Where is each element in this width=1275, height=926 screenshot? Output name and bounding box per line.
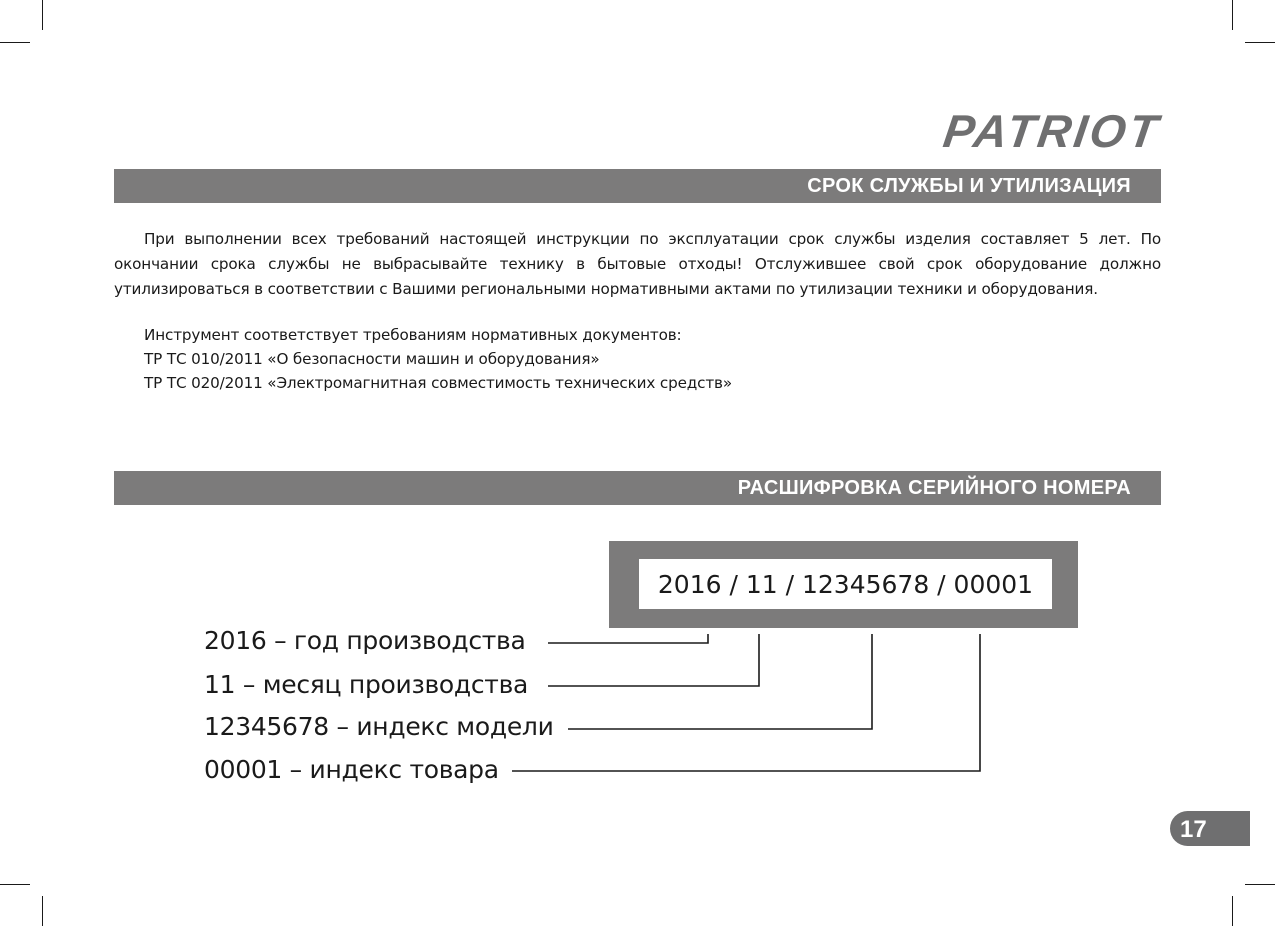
crop-mark [42,0,43,30]
connector-month [548,634,759,686]
crop-mark [1245,42,1275,43]
brand-logo: PATRIOT [940,105,1164,157]
legend-year: 2016 – год производства [204,626,526,655]
page-number: 17 [1170,811,1250,846]
crop-mark [1232,896,1233,926]
legend-model: 12345678 – индекс модели [204,712,554,741]
crop-mark [0,884,30,885]
serial-number-example-frame [609,541,1078,628]
compliance-intro: Инструмент соответствует требованиям нормативных документов: [144,326,682,344]
compliance-item: ТР ТС 020/2011 «Электромагнитная совместимость технических средств» [144,374,732,392]
crop-mark [1245,884,1275,885]
connector-year [548,634,708,643]
section-header-serial-number: РАСШИФРОВКА СЕРИЙНОГО НОМЕРА [114,471,1161,505]
crop-mark [1232,0,1233,30]
crop-mark [42,896,43,926]
section-header-service-life: СРОК СЛУЖБЫ И УТИЛИЗАЦИЯ [114,169,1161,203]
connector-item [512,634,980,771]
serial-number-example: 2016 / 11 / 12345678 / 00001 [639,559,1052,609]
crop-mark [0,42,30,43]
legend-month: 11 – месяц производства [204,670,529,699]
connector-model [568,634,872,729]
compliance-item: ТР ТС 010/2011 «О безопасности машин и оборудования» [144,350,600,368]
service-life-paragraph: При выполнении всех требований настоящей инструкции по эксплуатации срок службы изделия составляет 5 лет. По окончании срока службы не выбрасывайте технику в бытовые отходы! Отслужившее свой срок оборудование должно утилизироваться в соответствии с Вашими региональными нормативными актами по утилизации техники и оборудования. [114,230,1161,298]
legend-item: 00001 – индекс товара [204,755,499,784]
